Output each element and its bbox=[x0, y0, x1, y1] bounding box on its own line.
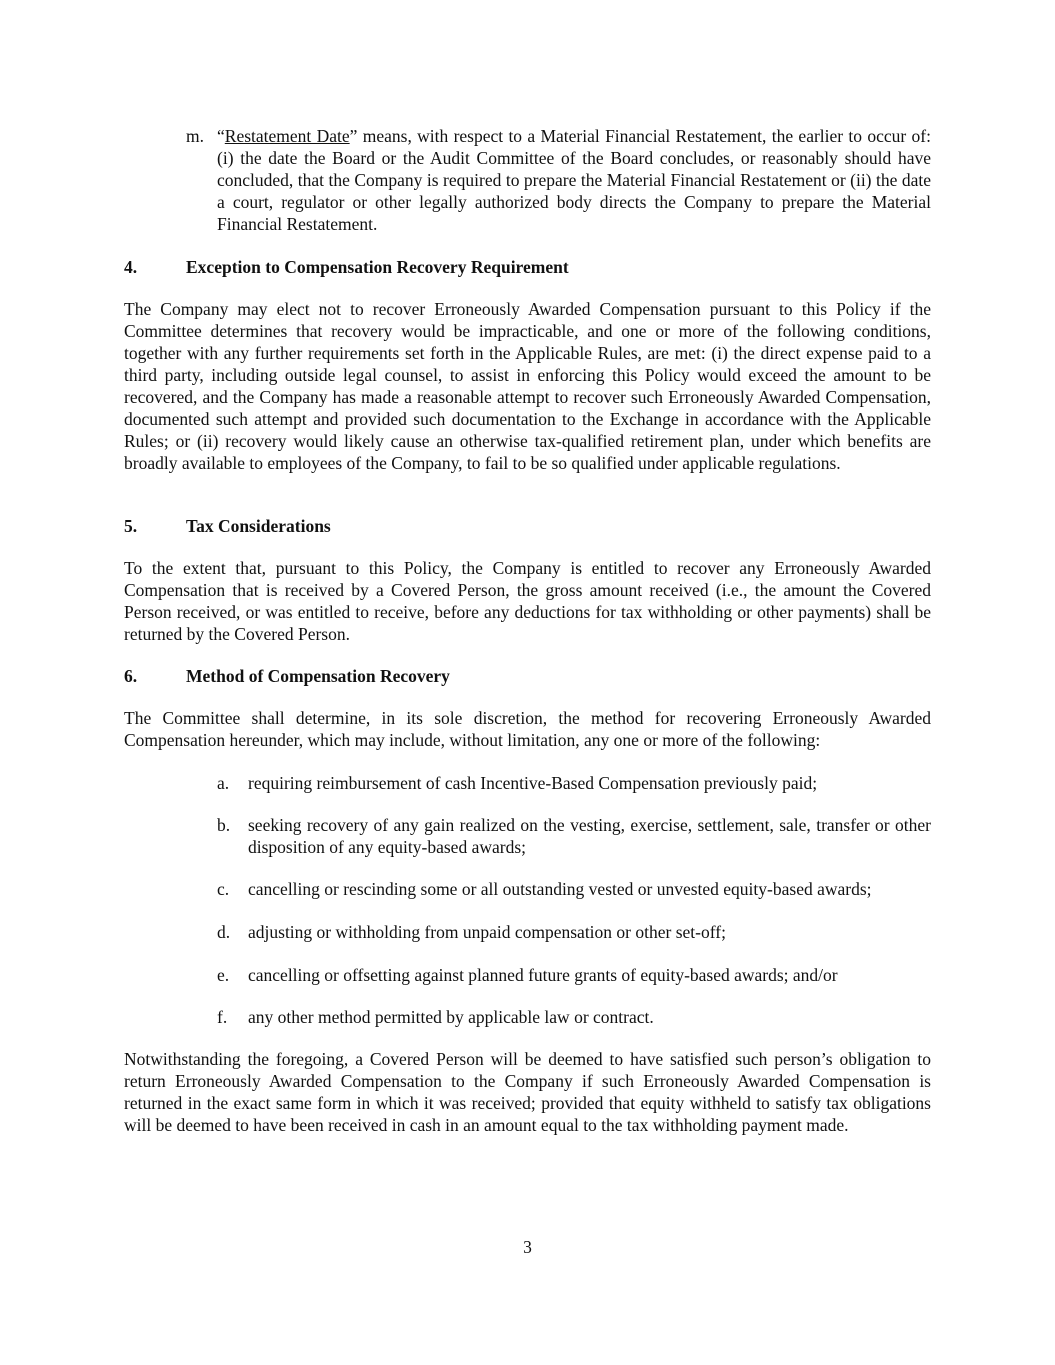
section-6-intro: The Committee shall determine, in its sole discretion, the method for recovering Erroneously Awarded Compensation hereunder, which may include, without limitation, any one or more of the following: bbox=[124, 708, 931, 750]
list-marker: d. bbox=[217, 922, 231, 942]
list-item bbox=[217, 964, 931, 986]
section-6-closing: Notwithstanding the foregoing, a Covered Person will be deemed to have satisfied such person’s obligation to return Erroneously Awarded Compensation to the Company if such Erroneously Awarded Compensation is returned in the exact same form in which it was received; provided that equity withheld to satisfy tax obligations will be deemed to have been received in cash in an amount equal to the tax withholding payment made. bbox=[124, 1049, 931, 1135]
list-item-text: cancelling or offsetting against planned future grants of equity-based awards; and/or bbox=[248, 965, 838, 985]
section-title: Method of Compensation Recovery bbox=[186, 666, 450, 686]
list-marker: a. bbox=[217, 773, 230, 793]
section-5-paragraph: To the extent that, pursuant to this Policy, the Company is entitled to recover any Erroneously Awarded Compensation that is received by a Covered Person, the gross amount received (i.e., the amount the Covered Person received, or was entitled to receive, before any deductions for tax withholding or other payments) shall be returned by the Covered Person. bbox=[124, 558, 931, 644]
list-item-text: seeking recovery of any gain realized on the vesting, exercise, settlement, sale, transfer or other disposition of any equity-based awards; bbox=[248, 815, 931, 857]
list-item bbox=[217, 814, 931, 858]
section-5-heading bbox=[124, 515, 331, 537]
page-number: 3 bbox=[523, 1237, 532, 1257]
list-item bbox=[217, 878, 931, 900]
definition-text bbox=[217, 125, 931, 235]
list-item-text: adjusting or withholding from unpaid compensation or other set-off; bbox=[248, 922, 726, 942]
list-item bbox=[217, 772, 931, 794]
defined-term: Restatement Date bbox=[224, 126, 350, 146]
list-item bbox=[217, 1006, 931, 1028]
section-title: Exception to Compensation Recovery Requirement bbox=[186, 257, 569, 277]
list-item-text: any other method permitted by applicable law or contract. bbox=[248, 1007, 654, 1027]
section-number: 5. bbox=[124, 516, 138, 536]
list-marker: f. bbox=[217, 1007, 228, 1027]
section-4-paragraph: The Company may elect not to recover Erroneously Awarded Compensation pursuant to this Policy if the Committee determines that recovery would be impracticable, and one or more of the following conditions, together with any further requirements set forth in the Applicable Rules, are met: (i) the direct expense paid to a third party, including outside legal counsel, to assist in enforcing this Policy would exceed the amount to be recovered, and the Company has made a reasonable attempt to recover such Erroneously Awarded Compensation, documented such attempt and provided such documentation to the Exchange in accordance with the Applicable Rules; or (ii) recovery would likely cause an otherwise tax-qualified retirement plan, under which benefits are broadly available to employees of the Company, to fail to be so qualified under applicable regulations. bbox=[124, 299, 931, 473]
section-number: 4. bbox=[124, 257, 138, 277]
definition-body: ” means, with respect to a Material Financial Restatement, the earlier to occur of: (i) the date the Board or the Audit Committee of the Board concludes, or reasonably should have concluded, that the Company is required to prepare the Material Financial Restatement or (ii) the date a court, regulator or other legally authorized body directs the Company to prepare the Material Financial Restatement. bbox=[217, 126, 931, 234]
list-marker: c. bbox=[217, 879, 230, 899]
section-4-heading bbox=[124, 256, 569, 278]
list-marker: b. bbox=[217, 815, 231, 835]
definition-restatement-date bbox=[186, 125, 931, 235]
list-marker: e. bbox=[217, 965, 230, 985]
section-6-heading bbox=[124, 665, 450, 687]
open-quote: “ bbox=[217, 126, 225, 146]
list-item-text: cancelling or rescinding some or all outstanding vested or unvested equity-based awards; bbox=[248, 879, 872, 899]
list-item bbox=[217, 921, 931, 943]
definition-marker: m. bbox=[186, 126, 204, 146]
section-number: 6. bbox=[124, 666, 138, 686]
section-title: Tax Considerations bbox=[186, 516, 331, 536]
list-item-text: requiring reimbursement of cash Incentive-Based Compensation previously paid; bbox=[248, 773, 818, 793]
